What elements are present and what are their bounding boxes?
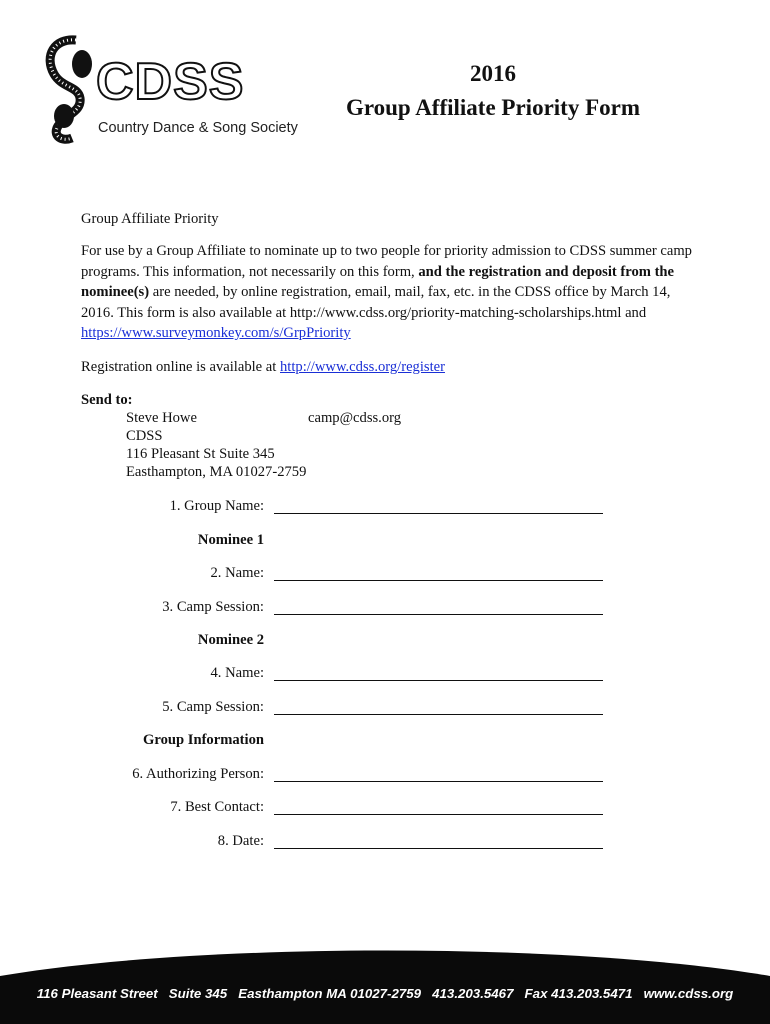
address xyxy=(126,409,401,481)
contact-field[interactable] xyxy=(274,814,603,815)
address-street: 116 Pleasant St Suite 345 xyxy=(126,446,275,462)
authorizing-label: 6. Authorizing Person: xyxy=(132,766,264,782)
authorizing-field[interactable] xyxy=(274,781,603,782)
footer-band xyxy=(0,936,770,1024)
contact-name: Steve Howe xyxy=(126,410,197,426)
contact-email: camp@cdss.org xyxy=(308,410,402,426)
nominee1-session-field[interactable] xyxy=(274,614,603,615)
address-city: Easthampton, MA 01027-2759 xyxy=(126,464,307,480)
nominee2-name-label: 4. Name: xyxy=(210,665,264,681)
group-name-label: 1. Group Name: xyxy=(169,498,264,514)
group-info-heading: Group Information xyxy=(143,732,264,748)
surveymonkey-link[interactable]: https://www.surveymonkey.com/s/GrpPriority xyxy=(81,325,351,341)
nominee1-name-field[interactable] xyxy=(274,580,603,581)
nominee1-name-label: 2. Name: xyxy=(210,565,264,581)
nominee2-session-field[interactable] xyxy=(274,714,603,715)
address-org: CDSS xyxy=(126,428,163,444)
registration-line xyxy=(81,357,693,378)
date-label: 8. Date: xyxy=(217,833,264,849)
nominee1-session-label: 3. Camp Session: xyxy=(162,599,264,615)
nominee2-name-field[interactable] xyxy=(274,680,603,681)
date-field[interactable] xyxy=(274,848,603,849)
title-year: 2016 xyxy=(469,61,516,86)
para-text-2: are needed, by online registration, email, mail, fax, etc. in the CDSS office by March 14, 2016. This form is also available at http://www.cdss.org/priority-matching-scholarships.html and xyxy=(81,284,671,321)
nominee1-heading: Nominee 1 xyxy=(197,532,264,548)
contact-label: 7. Best Contact: xyxy=(170,799,264,815)
registration-text: Registration online is available at xyxy=(81,359,280,375)
intro-heading: Group Affiliate Priority xyxy=(81,211,219,227)
para-text-bold: and the registration and deposit from the nominee(s) xyxy=(81,263,675,300)
nominee2-session-label: 5. Camp Session: xyxy=(162,699,264,715)
register-link[interactable]: http://www.cdss.org/register xyxy=(280,359,445,375)
authorizing-row xyxy=(0,766,770,786)
para-text-1: For use by a Group Affiliate to nominate up to two people for priority admission to CDSS summer camp programs. This information, not necessarily on this form, xyxy=(81,243,692,280)
contact-row xyxy=(0,799,770,819)
footer-contact-text: 116 Pleasant Street Suite 345 Easthampton MA 01027-2759 413.203.5467 Fax 413.203.5471 www.cdss.org xyxy=(36,986,734,1001)
date-row xyxy=(0,833,770,853)
nominee1-session-row xyxy=(0,599,770,619)
send-to-block xyxy=(81,391,401,481)
group-name-row xyxy=(0,498,770,518)
footer-wave-shape xyxy=(0,936,770,1024)
nominee2-session-row xyxy=(0,699,770,719)
intro-paragraph xyxy=(81,241,693,344)
title-text: Group Affiliate Priority Form xyxy=(345,95,640,120)
group-name-field[interactable] xyxy=(274,513,603,514)
nominee2-name-row xyxy=(0,665,770,685)
logo-subtitle: Country Dance & Song Society xyxy=(98,120,298,136)
page-title xyxy=(346,57,640,125)
nominee2-heading: Nominee 2 xyxy=(197,632,264,648)
send-to-heading: Send to: xyxy=(81,392,133,408)
nominee1-name-row xyxy=(0,565,770,585)
logo-wordmark: CDSS xyxy=(96,53,245,111)
